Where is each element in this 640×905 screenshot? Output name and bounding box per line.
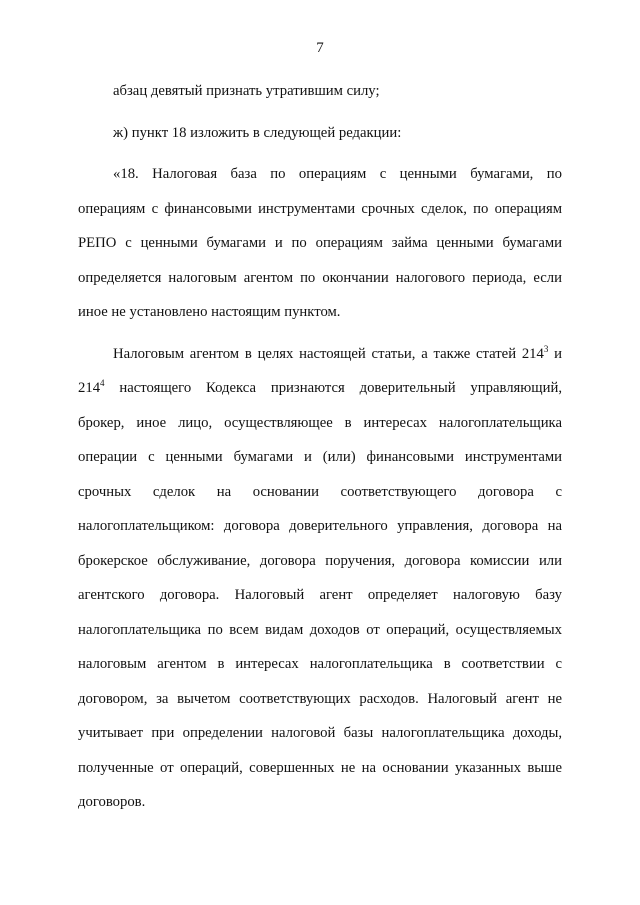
paragraph-item-zh — [78, 116, 562, 151]
paragraph-line: брокер, иное лицо, осуществляющее в интересах налогоплательщика — [78, 414, 562, 431]
paragraph-line: срочных сделок на основании соответствующего договора с — [78, 483, 562, 500]
paragraph-line: операциям с финансовыми инструментами срочных сделок, по операциям — [78, 200, 562, 217]
paragraph-line: иное не установлено настоящим пунктом. — [78, 304, 341, 320]
paragraph-line — [78, 337, 562, 372]
paragraph-line: агентского договора. Налоговый агент определяет налоговую базу — [78, 587, 562, 603]
paragraph-line: абзац девятый признать утратившим силу; — [113, 83, 380, 99]
text-run: Налоговым агентом в целях настоящей статьи, а также статей 214 — [113, 345, 544, 362]
paragraph-line: учитывает при определении налоговой базы налогоплательщика доходы, — [78, 725, 562, 741]
paragraph-line: ж) пункт 18 изложить в следующей редакции: — [113, 124, 402, 141]
paragraph-line: полученные от операций, совершенных не на основании указанных выше — [78, 759, 562, 776]
text-run: настоящего Кодекса признаются доверительный управляющий, — [104, 380, 562, 396]
superscript: 3 — [543, 343, 549, 354]
paragraph-line: договоров. — [78, 794, 146, 810]
paragraph-line: налоговым агентом в интересах налогоплательщика в соответствии с — [78, 656, 562, 672]
paragraph-line: налогоплательщиком: договора доверительного управления, договора на — [78, 518, 562, 534]
paragraph-point-18 — [78, 157, 562, 330]
paragraph-tax-agent — [78, 337, 562, 820]
text-run: 214 — [78, 380, 101, 396]
paragraph-line: РЕПО с ценными бумагами и по операциям займа ценными бумагами — [78, 235, 562, 251]
superscript: 4 — [100, 378, 105, 388]
paragraph-line: «18. Налоговая база по операциям с ценными бумагами, по — [113, 166, 562, 182]
document-body — [78, 74, 562, 820]
paragraph-line: брокерское обслуживание, договора поручения, договора комиссии или — [78, 552, 562, 569]
paragraph-line: договором, за вычетом соответствующих расходов. Налоговый агент не — [78, 690, 562, 707]
paragraph-line: налогоплательщика по всем видам доходов от операций, осуществляемых — [78, 621, 562, 638]
page-number: 7 — [316, 40, 324, 56]
paragraph-abzac — [78, 74, 562, 109]
text-run: и — [548, 345, 562, 362]
paragraph-line: определяется налоговым агентом по окончании налогового периода, если — [78, 269, 562, 286]
paragraph-line — [78, 371, 562, 406]
paragraph-line: операции с ценными бумагами и (или) финансовыми инструментами — [78, 449, 562, 465]
